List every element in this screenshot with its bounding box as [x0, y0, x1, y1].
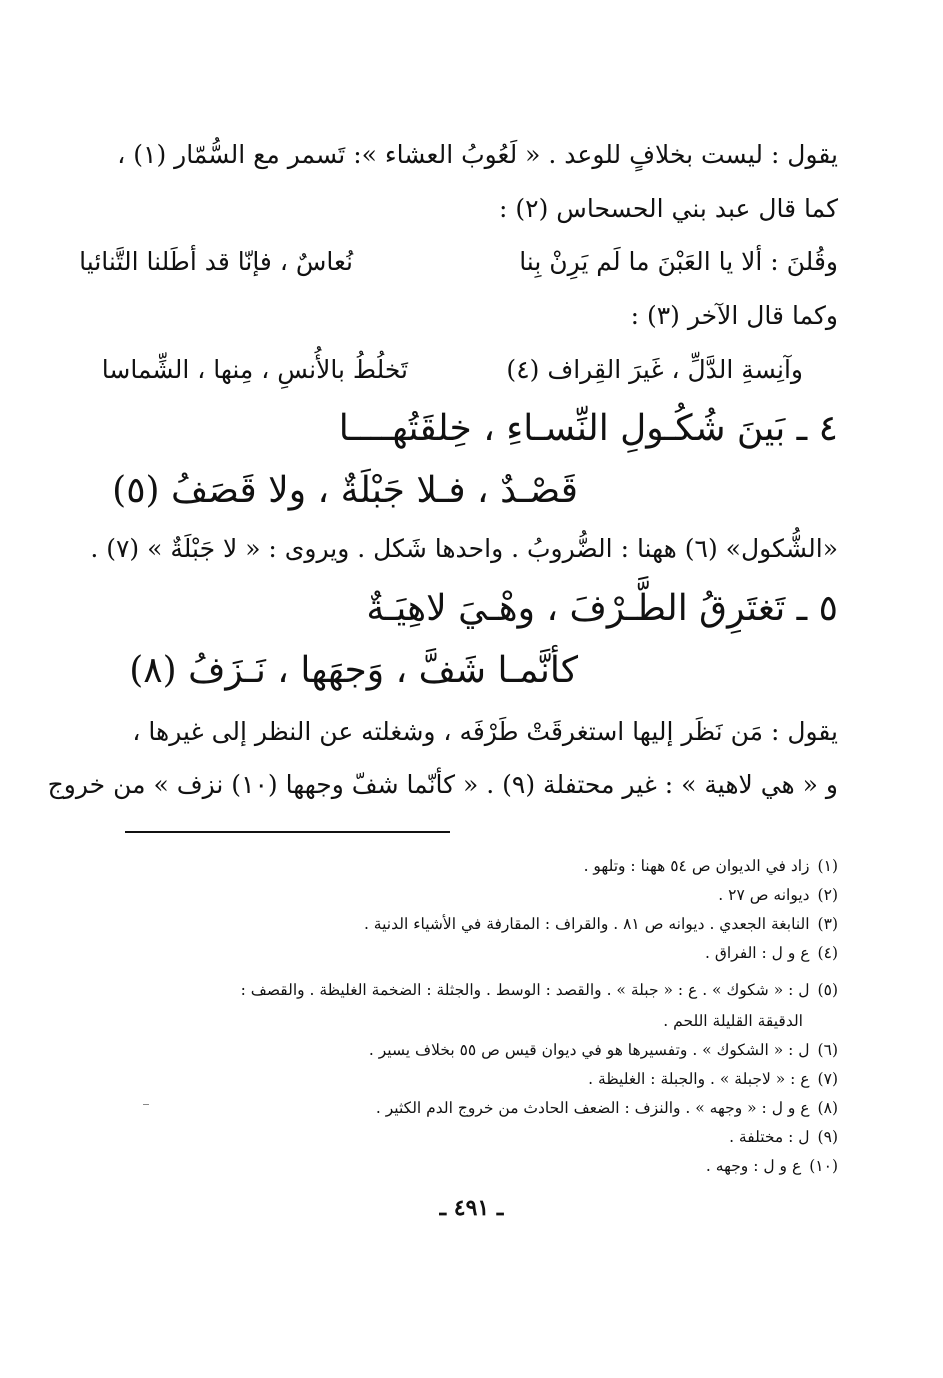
- body-line-6: و « هي لاهية » : غير محتفلة (٩) . « كأنّما شفّ وجهها (١٠) نزف » من خروج: [47, 770, 838, 799]
- verse-1-first-hemistich: وقُلنَ : ألا يا العَبْنَ ما لَم يَرِنْ بِنا: [519, 247, 838, 276]
- verse-1-second-hemistich: نُعاسٌ ، فإنّا قد أطَلنا التَّنائيا: [79, 247, 353, 276]
- body-line-2: كما قال عبد بني الحسحاس (٢) :: [499, 194, 838, 223]
- footnote-10: (١٠)ع و ل : وجهه .: [705, 1157, 838, 1175]
- footnote-8: (٨)ع و ل : « وجهه » . والنزف : الضعف الحادث من خروج الدم الكثير .: [375, 1099, 838, 1117]
- poem-verse-4-second: قَصْـدٌ ، فـلا جَبْلَةٌ ، ولا قَصَفُ (٥): [112, 470, 578, 511]
- footnote-7: (٧)ع : « لاجبلة » . والجبلة : الغليظة .: [588, 1070, 838, 1088]
- verse-2-second-hemistich: تَخلُطُ بالأُنسِ ، مِنها ، الشِّماسا: [101, 355, 408, 384]
- body-line-3: وكما قال الآخر (٣) :: [630, 301, 838, 330]
- footnote-2: (٢)ديوانه ص ٢٧ .: [718, 886, 838, 904]
- poem-verse-5-second: كأنَّمـا شَفَّ ، وَجهَها ، نَـزَفُ (٨): [129, 650, 578, 691]
- footnote-9: (٩)ل : مختلفة .: [729, 1128, 838, 1146]
- footnote-4: (٤)ع و ل : الفراق .: [705, 944, 838, 962]
- body-line-1: يقول : ليست بخلافٍ للوعد . « لَعُوبُ العشاء »: تَسمر مع السُّمّار (١) ،: [117, 140, 838, 169]
- body-line-5: يقول : مَن نَظَر إليها استغرقَتْ طَرْفَه ، وشغلته عن النظر إلى غيرها ،: [132, 717, 838, 746]
- poem-verse-4-first: ٤ ـ بَينَ شُكُـولِ النِّسـاءِ ، خِلقَتُهــــا: [338, 408, 838, 449]
- footnote-6: (٦)ل : « الشكوك » . وتفسيرها هو في ديوان قيس ص ٥٥ بخلاف يسير .: [368, 1041, 838, 1059]
- scan-speck: [143, 1104, 149, 1105]
- verse-2-first-hemistich: وآنِسةِ الدَّلِّ ، غَيرَ القِراف (٤): [506, 355, 803, 384]
- footnote-5: (٥)ل : « شكوك » . ع : « جبلة » . والقصد : الوسط . والجثلة : الضخمة الغليظة . والقصف :: [240, 981, 838, 999]
- footnote-1: (١)زاد في الديوان ص ٥٤ ههنا : وتلهو .: [583, 857, 838, 875]
- footnote-5-continued: الدقيقة القليلة اللحم .: [663, 1012, 803, 1030]
- footnote-3: (٣)النابغة الجعدي . ديوانه ص ٨١ . والقراف : المقارفة في الأشياء الدنية .: [363, 915, 838, 933]
- poem-verse-5-first: ٥ ـ تَغتَرِقُ الطَّـرْفَ ، وهْـيَ لاهِيَـةٌ: [366, 588, 838, 629]
- page-number: ـ ٤٩١ ـ: [439, 1195, 504, 1221]
- footnote-separator: [125, 831, 450, 833]
- body-line-4: «الشُّكول» (٦) ههنا : الضُّروبُ . واحدها شَكل . ويروى : « لا جَبْلَةٌ » (٧) .: [90, 534, 838, 563]
